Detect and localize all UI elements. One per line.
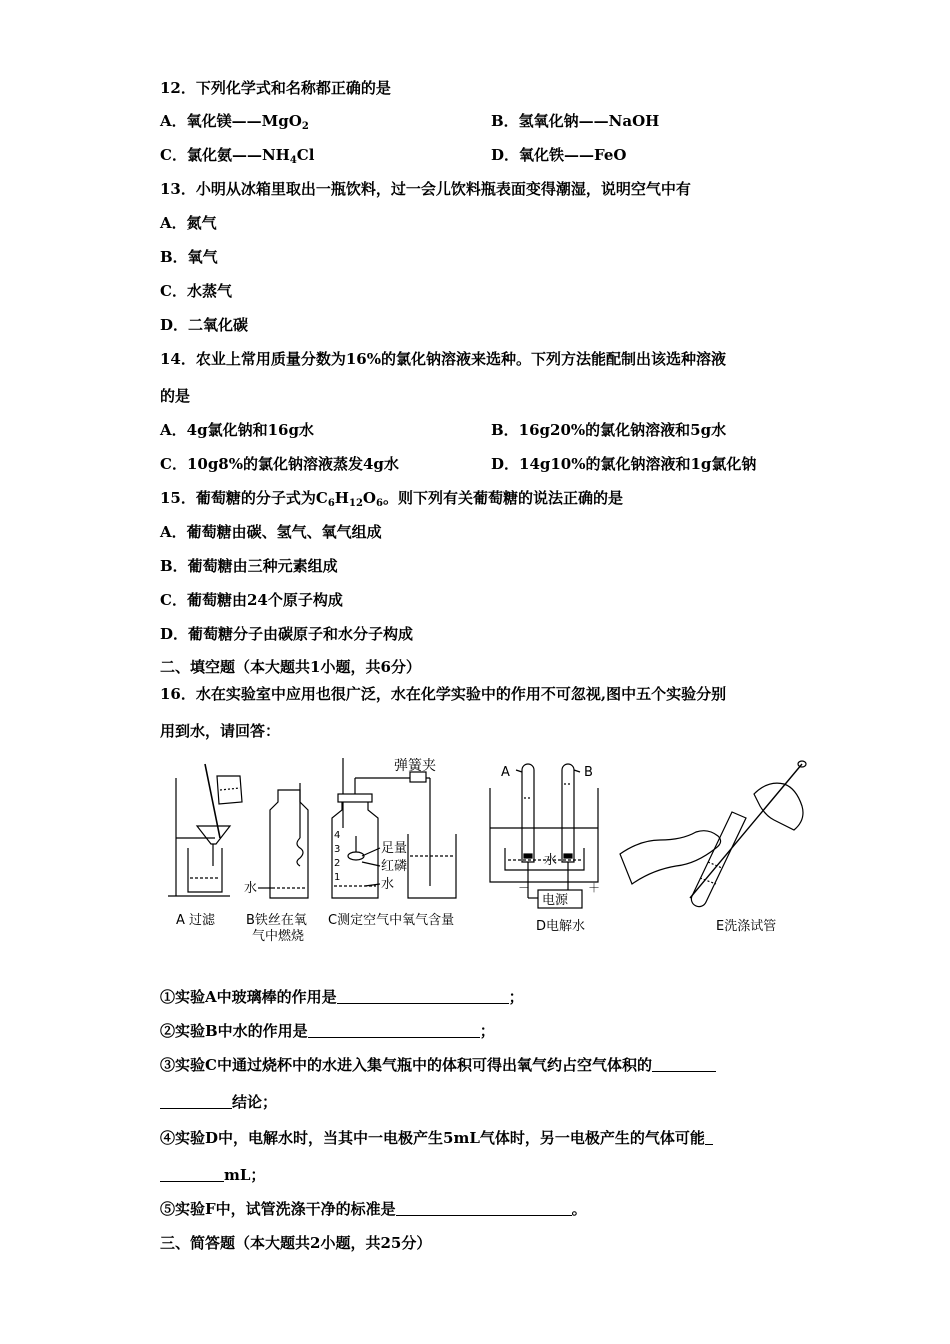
q13-option-b: B．氧气 xyxy=(160,248,218,266)
q12-option-a: A．氧化镁——MgO$_2$ xyxy=(160,112,309,132)
answer-blank-4a[interactable] xyxy=(705,1130,713,1145)
answer-blank-3b[interactable] xyxy=(160,1094,232,1109)
apparatus-filtration xyxy=(168,764,242,928)
mark-3: 3 xyxy=(334,844,341,855)
label-power: 电源 xyxy=(542,893,569,908)
q13-option-d: D．二氧化碳 xyxy=(160,316,249,334)
q16-stem-cont: 用到水，请回答： xyxy=(160,722,281,740)
answer-blank-1[interactable] xyxy=(337,989,509,1004)
label-e: E洗涤试管 xyxy=(716,919,777,934)
apparatus-oxygen-content xyxy=(328,758,456,928)
q15-stem: 15．葡萄糖的分子式为$C_6H_{12}O_6$。则下列有关葡萄糖的说法正确的是 xyxy=(160,489,623,509)
q16-part-3-cont: 结论； xyxy=(160,1092,277,1112)
q16-part-4-cont: mL； xyxy=(160,1165,265,1185)
mark-2: 2 xyxy=(334,858,341,869)
label-d: D电解水 xyxy=(536,919,586,934)
q15-option-a: A．葡萄糖由碳、氢气、氧气组成 xyxy=(160,523,382,541)
label-b2: 气中燃烧 xyxy=(252,929,305,944)
answer-blank-4b[interactable] xyxy=(160,1167,224,1182)
section-2-heading: 二、填空题（本大题共1小题，共6分） xyxy=(160,658,421,676)
apparatus-electrolysis xyxy=(490,764,600,934)
q15-option-b: B．葡萄糖由三种元素组成 xyxy=(160,557,338,575)
label-spring-clip: 弹簧夹 xyxy=(394,758,436,774)
q16-part-2: ②实验B中水的作用是 ； xyxy=(160,1022,495,1040)
label-a: A 过滤 xyxy=(176,913,216,928)
answer-blank-5[interactable] xyxy=(396,1201,572,1216)
q12-option-d: D．氧化铁——FeO xyxy=(491,146,627,164)
label-b1: B铁丝在氧 xyxy=(246,913,307,928)
label-water-d: 水 xyxy=(544,853,558,868)
q16-stem: 16．水在实验室中应用也很广泛，水在化学实验中的作用不可忽视,图中五个实验分别 xyxy=(160,685,727,703)
q13-option-c: C．水蒸气 xyxy=(160,282,232,300)
label-water-b: 水 xyxy=(244,881,258,896)
label-tube-a: A xyxy=(501,765,510,780)
q13-stem: 13．小明从冰箱里取出一瓶饮料，过一会儿饮料瓶表面变得潮湿，说明空气中有 xyxy=(160,180,691,198)
q15-option-d: D．葡萄糖分子由碳原子和水分子构成 xyxy=(160,625,414,643)
label-water-c: 水 xyxy=(381,877,395,892)
q12-option-c: C．氯化氨$——NH_4Cl$ xyxy=(160,146,315,166)
label-plus: ＋ xyxy=(588,881,601,895)
label-c: C测定空气中氧气含量 xyxy=(328,913,455,928)
apparatus-iron-burning xyxy=(244,783,308,944)
label-enough: 足量 xyxy=(381,841,408,856)
q16-part-1: ①实验A中玻璃棒的作用是 ； xyxy=(160,988,524,1006)
q15-option-c: C．葡萄糖由24个原子构成 xyxy=(160,591,343,609)
q12-option-b: B．氢氧化钠——NaOH xyxy=(491,112,660,130)
experiment-figure xyxy=(160,758,812,950)
q16-part-5: ⑤实验F中，试管洗涤干净的标准是 。 xyxy=(160,1200,587,1218)
mark-4: 4 xyxy=(334,830,341,841)
q14-option-d: D．14g10%的氯化钠溶液和1g氯化钠 xyxy=(491,455,757,473)
q16-part-4: ④实验D中，电解水时，当其中一电极产生5mL气体时，另一电极产生的气体可能 xyxy=(160,1128,713,1148)
mark-1: 1 xyxy=(334,872,341,883)
label-minus: － xyxy=(518,881,531,895)
q16-part-3: ③实验C中通过烧杯中的水进入集气瓶中的体积可得出氧气约占空气体积的 xyxy=(160,1055,716,1075)
apparatus-washing-tube xyxy=(620,761,806,934)
label-red-phosphorus: 红磷 xyxy=(381,859,408,874)
q14-option-c: C．10g8%的氯化钠溶液蒸发4g水 xyxy=(160,455,399,473)
label-tube-b: B xyxy=(584,765,593,780)
answer-blank-2[interactable] xyxy=(308,1023,480,1038)
q12-stem: 12．下列化学式和名称都正确的是 xyxy=(160,79,391,97)
q14-stem-cont: 的是 xyxy=(160,387,191,405)
q14-option-a: A．4g氯化钠和16g水 xyxy=(160,421,314,439)
q13-option-a: A．氮气 xyxy=(160,214,217,232)
q14-stem: 14．农业上常用质量分数为16%的氯化钠溶液来选种。下列方法能配制出该选种溶液 xyxy=(160,350,727,368)
answer-blank-3a[interactable] xyxy=(652,1057,716,1072)
section-3-heading: 三、简答题（本大题共2小题，共25分） xyxy=(160,1234,432,1252)
q14-option-b: B．16g20%的氯化钠溶液和5g水 xyxy=(491,421,727,439)
